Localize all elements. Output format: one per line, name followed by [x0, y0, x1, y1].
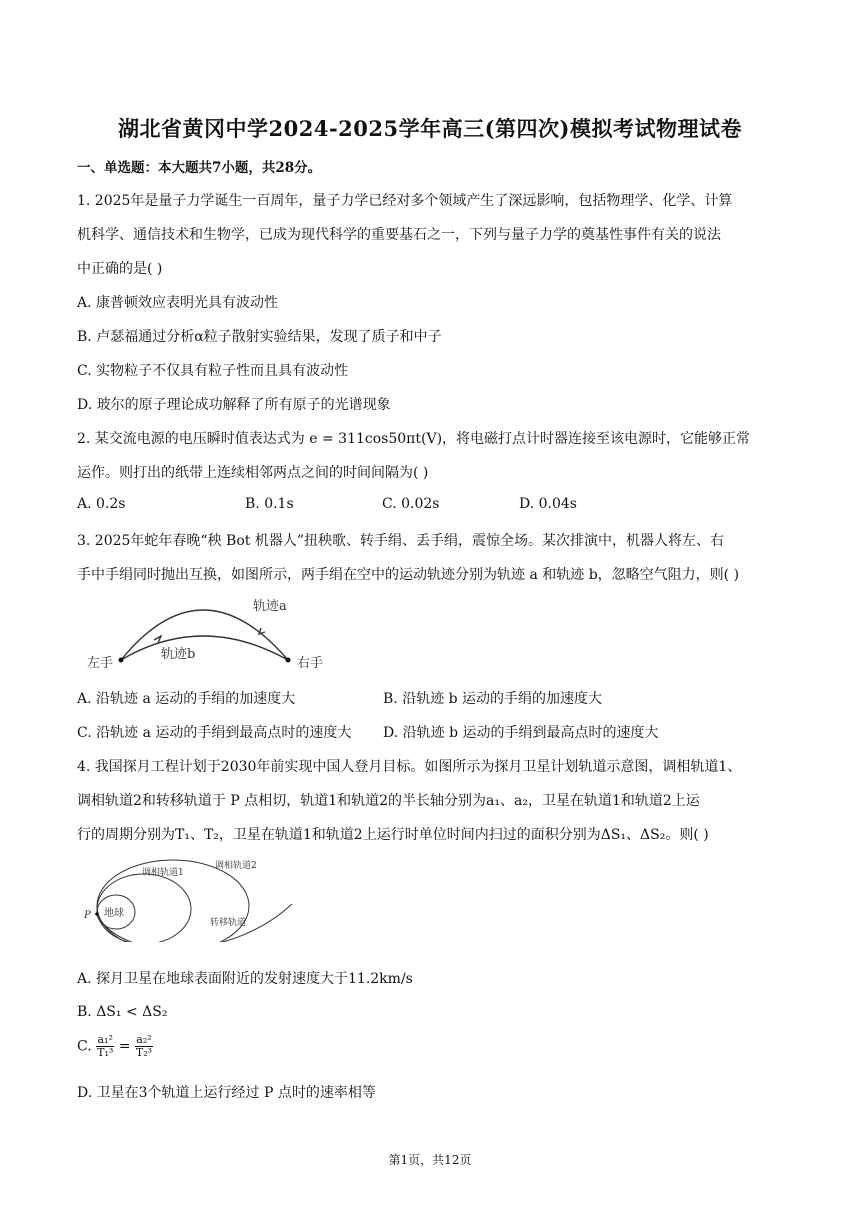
option-d: D. 卫星在3个轨道上运行经过 P 点时的速率相等	[77, 1085, 376, 1101]
question-line: 中正确的是( )	[77, 261, 163, 277]
question-line: 3. 2025年蛇年春晚“秧 Bot 机器人”扭秧歌、转手绢、丢手绢，震惊全场。某次排演中，机器人将左、右	[77, 533, 724, 549]
option-d: D. 沿轨迹 b 运动的手绢到最高点时的速度大	[383, 725, 659, 741]
fraction-1-denominator: T₁³	[97, 1046, 114, 1059]
question-line: 机科学、通信技术和生物学，已成为现代科学的重要基石之一，下列与量子力学的奠基性事件有关的说法	[77, 227, 721, 243]
option-c: C. 实物粒子不仅具有粒子性而且具有波动性	[77, 363, 349, 379]
orbit-figure	[80, 852, 300, 942]
question-line: 手中手绢同时抛出互换，如图所示，两手绢在空中的运动轨迹分别为轨迹 a 和轨迹 b，忽略空气阻力，则( )	[77, 567, 740, 583]
transfer-orbit	[97, 904, 292, 942]
label-transfer-orbit: 转移轨道	[210, 918, 247, 928]
label-earth: 地球	[104, 908, 124, 919]
option-c: C. 沿轨迹 a 运动的手绢到最高点时的速度大	[77, 725, 352, 741]
fraction-2-numerator: a₂²	[136, 1033, 152, 1046]
label-left-hand: 左手	[87, 656, 114, 671]
label-trajectory-b: 轨迹b	[161, 647, 196, 662]
label-p: P	[84, 910, 91, 921]
label-orbit-2: 调相轨道2	[215, 861, 257, 871]
option-b: B. ΔS₁ < ΔS₂	[77, 1004, 168, 1020]
trajectory-figure	[77, 590, 347, 672]
point-p	[95, 912, 99, 916]
option-c-prefix: C.	[77, 1038, 92, 1055]
option-row	[77, 496, 577, 512]
option-d: D. 玻尔的原子理论成功解释了所有原子的光谱现象	[77, 397, 391, 413]
option-a: A. 沿轨迹 a 运动的手绢的加速度大	[77, 691, 296, 707]
option-b: B. 沿轨迹 b 运动的手绢的加速度大	[383, 691, 603, 707]
page-footer: 第1页，共12页	[388, 1153, 472, 1167]
trajectory-b	[121, 636, 288, 660]
left-hand-dot	[119, 658, 124, 663]
option-c: C. 0.02s	[382, 496, 440, 512]
question-line: 2. 某交流电源的电压瞬时值表达式为 e = 311cos50πt(V)，将电磁打点计时器连接至该电源时，它能够正常	[77, 431, 751, 447]
question-line: 行的周期分别为T₁、T₂，卫星在轨道1和轨道2上运行时单位时间内扫过的面积分别为ΔS₁、ΔS₂。则( )	[77, 827, 709, 843]
right-hand-dot	[286, 658, 291, 663]
question-line: 运作。则打出的纸带上连续相邻两点之间的时间间隔为( )	[77, 465, 429, 481]
option-b: B. 卢瑟福通过分析α粒子散射实验结果，发现了质子和中子	[77, 329, 442, 345]
option-a: A. 0.2s	[77, 496, 126, 512]
fraction-2	[135, 1034, 153, 1059]
option-d: D. 0.04s	[519, 496, 577, 512]
option-row	[77, 688, 602, 708]
fraction-1-numerator: a₁²	[97, 1033, 113, 1046]
arrow-a	[259, 628, 265, 634]
trajectory-a	[121, 610, 288, 660]
fraction-1	[96, 1034, 114, 1059]
option-c	[77, 1034, 153, 1059]
option-a: A. 康普顿效应表明光具有波动性	[77, 295, 279, 311]
equals-sign: =	[118, 1038, 131, 1055]
label-orbit-1: 调相轨道1	[142, 868, 184, 878]
label-trajectory-a: 轨迹a	[253, 599, 287, 614]
option-a: A. 探月卫星在地球表面附近的发射速度大于11.2km/s	[77, 971, 413, 987]
question-line: 调相轨道2和转移轨道于 P 点相切，轨道1和轨道2的半长轴分别为a₁、a₂，卫星在轨道1和轨道2上运	[77, 793, 700, 809]
label-right-hand: 右手	[297, 656, 324, 671]
question-line: 4. 我国探月工程计划于2030年前实现中国人登月目标。如图所示为探月卫星计划轨道示意图，调相轨道1、	[77, 759, 742, 775]
option-b: B. 0.1s	[245, 496, 294, 512]
question-line: 1. 2025年是量子力学诞生一百周年，量子力学已经对多个领域产生了深远影响，包括物理学、化学、计算	[77, 193, 733, 209]
page-title: 湖北省黄冈中学2024-2025学年高三(第四次)模拟考试物理试卷	[118, 116, 742, 141]
fraction-2-denominator: T₂³	[135, 1046, 153, 1059]
section-heading: 一、单选题：本大题共7小题，共28分。	[77, 160, 322, 176]
option-row	[77, 722, 659, 742]
